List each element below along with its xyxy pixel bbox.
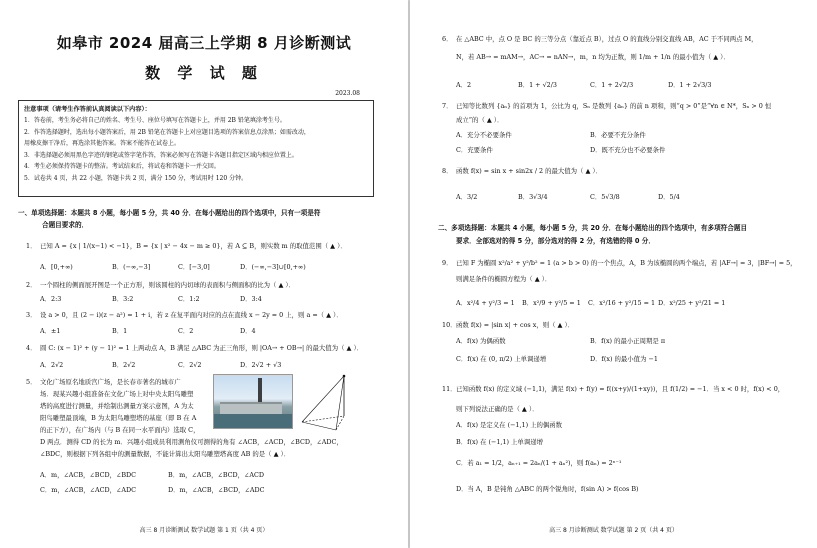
question-number: 6．	[442, 35, 453, 43]
option-b: B．f(x) 的最小正周期是 π	[590, 337, 666, 345]
section-heading: 二、多项选择题：本题共 4 小题，每小题 5 分，共 20 分．在每小题给出的四个选项中，有多项符合题目	[438, 224, 748, 232]
question-text: 文化广场原名地质宫广场，是长春市著名的城市广	[40, 378, 181, 386]
question-text: 已知 F 为椭圆 x²/a² + y²/b² = 1 (a > b > 0) 的一个焦点，A，B 为该椭圆的两个端点，若 |AF→| = 3，|BF→| = 5，	[456, 259, 797, 267]
notice-title: 注意事项（请考生作答前认真阅读以下内容）：	[24, 106, 151, 113]
question-number: 2．	[26, 281, 37, 289]
exam-title: 如皋市 2024 届高三上学期 8 月诊断测试	[56, 34, 352, 52]
question-text: 设 a > 0，且 (2 − i)(z − a²) = 1 + i，若 z 在复平面内对应的点在直线 x − 2y = 0 上，则 a =（ ▲ ）．	[40, 311, 343, 319]
section-heading-cont: 合题目要求的．	[42, 221, 89, 229]
option-a: A．f(x) 是定义在 (−1,1) 上的偶函数	[456, 421, 563, 429]
option-d: D．当 A，B 是钝角 △ABC 的两个锐角时，f(sin A) > f(cos B)	[456, 485, 639, 493]
option-d: D．(−∞,−3]∪[0,+∞)	[240, 263, 306, 271]
question-text: 阳鸟雕塑最顶端，B 为太阳鸟雕塑塔的基座（即 B 在 A	[40, 414, 197, 422]
option-a: A．2√2	[40, 361, 64, 369]
question-7	[442, 101, 771, 110]
option-b: B．必要不充分条件	[590, 131, 646, 139]
option-b: B．2√2	[112, 361, 136, 369]
option-b: B．(−∞,−3]	[112, 263, 151, 271]
question-number: 11．	[442, 385, 457, 393]
option-b: B．3√3/4	[518, 193, 548, 201]
option-c: C．1 + 2√2/3	[590, 81, 634, 89]
sculpture-photo	[213, 374, 293, 429]
option-c: C．5√3/8	[590, 193, 620, 201]
question-text: 已知等比数列 {aₙ} 的首项为 1，公比为 q，Sₙ 是数列 {aₙ} 的前 n 项和，则“q > 0”是“∀n ∈ N*，Sₙ > 0 恒	[456, 102, 772, 110]
notice-item: 1．答卷前，考生务必将自己的姓名、考生号、座位号填写在答题卡上，并用 2B 铅笔填涂考生号。	[24, 117, 286, 124]
option-a: A．x²/4 + y²/3 = 1	[456, 299, 515, 307]
exam-page-1	[0, 0, 408, 548]
option-a: A．2:3	[40, 295, 62, 303]
question-6	[442, 34, 758, 43]
option-a: A．3/2	[456, 193, 478, 201]
question-text: 塔的高度进行测量，并绘制出测量方案示意图，A 为太	[40, 402, 194, 410]
question-number: 9．	[442, 259, 453, 267]
option-a: A．2	[456, 81, 472, 89]
option-c: C．2√2	[178, 361, 202, 369]
question-8	[442, 166, 602, 175]
option-b: B．m，∠ACB，∠BCD，∠ACD	[168, 471, 265, 479]
option-a: A．[0,+∞)	[40, 263, 73, 271]
option-d: D．5/4	[658, 193, 680, 201]
question-1	[26, 241, 347, 250]
option-b: B．3:2	[112, 295, 134, 303]
option-d: D．1 + 2√3/3	[668, 81, 712, 89]
measurement-diagram	[296, 372, 366, 434]
page-footer: 高三 8 月诊断测试 数学试题 第 1 页（共 4 页）	[139, 527, 269, 534]
option-c: C．[−3,0]	[178, 263, 210, 271]
option-c: C．1:2	[178, 295, 200, 303]
option-c: C．f(x) 在 (0, π/2) 上单调递增	[456, 355, 547, 363]
option-b: B．1	[112, 327, 128, 335]
option-d: D．x²/25 + y²/21 = 1	[658, 299, 726, 307]
option-b: B．1 + √2/3	[518, 81, 557, 89]
option-d: D．4	[240, 327, 256, 335]
option-c: C．m，∠ACB，∠ACD，∠ADC	[40, 486, 137, 494]
exam-subtitle: 数 学 试 题	[145, 64, 263, 82]
notice-item: 用橡皮擦干净后，再选涂其他答案。答案不能答在试卷上。	[24, 140, 181, 148]
question-3	[26, 310, 343, 319]
option-c: C．若 a₁ = 1/2，aₙ₊₁ = 2aₙ/(1 + aₙ²)，则 f(aₙ) = 2ⁿ⁻¹	[456, 459, 622, 467]
option-d: D．既不充分也不必要条件	[590, 146, 666, 154]
question-text: 的正下方），在广场内（与 B 在同一水平面内）选取 C，	[40, 426, 200, 434]
notice-box	[18, 100, 374, 197]
option-a: A．±1	[40, 327, 61, 335]
question-text: N，若 AB→ = mAM→，AC→ = nAN→，m，n 均为正数，则 1/m + 1/n 的最小值为（ ▲ ）．	[456, 53, 730, 61]
question-text: ∠BDC，则根据下列各组中的测量数据，不能计算出太阳鸟雕塑塔高度 AB 的是（ ▲ ）．	[40, 450, 291, 458]
question-number: 4．	[26, 344, 37, 352]
option-b: B．f(x) 在 (−1,1) 上单调递增	[456, 438, 543, 446]
option-c: C．x²/16 + y²/15 = 1	[588, 299, 656, 307]
option-d: D．f(x) 的最小值为 −1	[590, 355, 658, 363]
question-text: 一个圆柱的侧面展开图是一个正方形，则该圆柱的内切球的表面积与侧面积的比为（ ▲ ）．	[40, 281, 296, 289]
question-5	[26, 377, 181, 386]
question-11	[442, 384, 784, 393]
option-b: B．x²/9 + y²/5 = 1	[522, 299, 581, 307]
question-10	[442, 320, 574, 329]
question-text: 圆 C: (x − 1)² + (y − 1)² = 1 上两动点 A，B 满足 △ABC 为正三角形，则 |OA→ + OB→| 的最大值为（ ▲ ）．	[40, 344, 364, 352]
question-text: D 两点．测得 CD 的长为 m．兴趣小组成员利用测角仪可测得的角有 ∠ACB，∠ACD，∠BCD，∠ADC，	[40, 438, 343, 446]
question-number: 7．	[442, 102, 453, 110]
question-9	[442, 258, 797, 267]
exam-date: 2023.08	[335, 90, 360, 97]
notice-item: 4．考生必须保持答题卡的整洁。考试结束后，将试卷和答题卡一并交回。	[24, 163, 220, 171]
question-text: 已知函数 f(x) 的定义域 (−1,1)，满足 f(x) + f(y) = f((x+y)/(1+xy))，且 f(1/2) = −1．当 x < 0 时，f(x) < 0，	[456, 385, 785, 393]
question-text: 场．现某兴趣小组准备在文化广场上对中央太阳鸟雕塑	[40, 390, 194, 398]
question-number: 10．	[442, 321, 457, 329]
question-text: 则满足条件的椭圆方程为（ ▲ ）．	[456, 275, 552, 283]
section-heading: 一、单项选择题：本题共 8 小题，每小题 5 分，共 40 分．在每小题给出的四个选项中，只有一项是符	[18, 209, 321, 217]
page-footer: 高三 8 月诊断测试 数学试题 第 2 页（共 4 页）	[549, 527, 678, 534]
question-4	[26, 343, 363, 352]
question-text: 成立”的（ ▲ ）．	[456, 116, 504, 124]
option-c: C．2	[178, 327, 194, 335]
notice-item: 3．非选择题必须用黑色字迹的钢笔或签字笔作答，答案必须写在答题卡各题目指定区域内相应位置上。	[24, 151, 298, 159]
question-number: 8．	[442, 167, 453, 175]
question-number: 3．	[26, 311, 37, 319]
option-a: A．充分不必要条件	[456, 131, 512, 139]
question-text: 在 △ABC 中，点 O 是 BC 的三等分点（靠近点 B），过点 O 的直线分别交直线 AB，AC 于不同两点 M，	[456, 35, 758, 43]
option-a: A．m，∠ACB，∠BCD，∠BDC	[40, 471, 137, 479]
question-text: 函数 f(x) = |sin x| + cos x，则（ ▲ ）．	[456, 321, 575, 329]
notice-item: 5．试卷共 4 页，共 22 小题，答题卡共 2 页，满分 150 分，考试用时 120 分钟。	[24, 174, 248, 182]
option-d: D．3:4	[240, 295, 262, 303]
question-2	[26, 280, 295, 289]
question-number: 1．	[26, 242, 37, 250]
question-text: 则下列说法正确的是（ ▲ ）．	[456, 405, 539, 413]
section-heading-cont: 要求．全部选对的得 5 分，部分选对的得 2 分，有选错的得 0 分．	[456, 237, 655, 245]
notice-item: 2．作答选择题时，选出每小题答案后，用 2B 铅笔在答题卡上对应题目选项的答案信息点涂黑；如需改动，	[24, 128, 310, 136]
question-text: 已知 A = {x | 1/(x−1) < −1}，B = {x | x² − 4x − m ≥ 0}，若 A ⊆ B，则实数 m 的取值范围（ ▲ ）．	[40, 242, 347, 250]
exam-page-2	[410, 0, 817, 548]
option-c: C．充要条件	[456, 146, 493, 154]
question-text: 函数 f(x) = sin x + sin2x / 2 的最大值为（ ▲ ）．	[456, 167, 603, 175]
option-d: D．2√2 + √3	[240, 361, 282, 369]
option-d: D．m，∠ACB，∠BCD，∠ADC	[168, 486, 265, 494]
option-a: A．f(x) 为偶函数	[456, 337, 506, 345]
question-number: 5．	[26, 378, 37, 386]
